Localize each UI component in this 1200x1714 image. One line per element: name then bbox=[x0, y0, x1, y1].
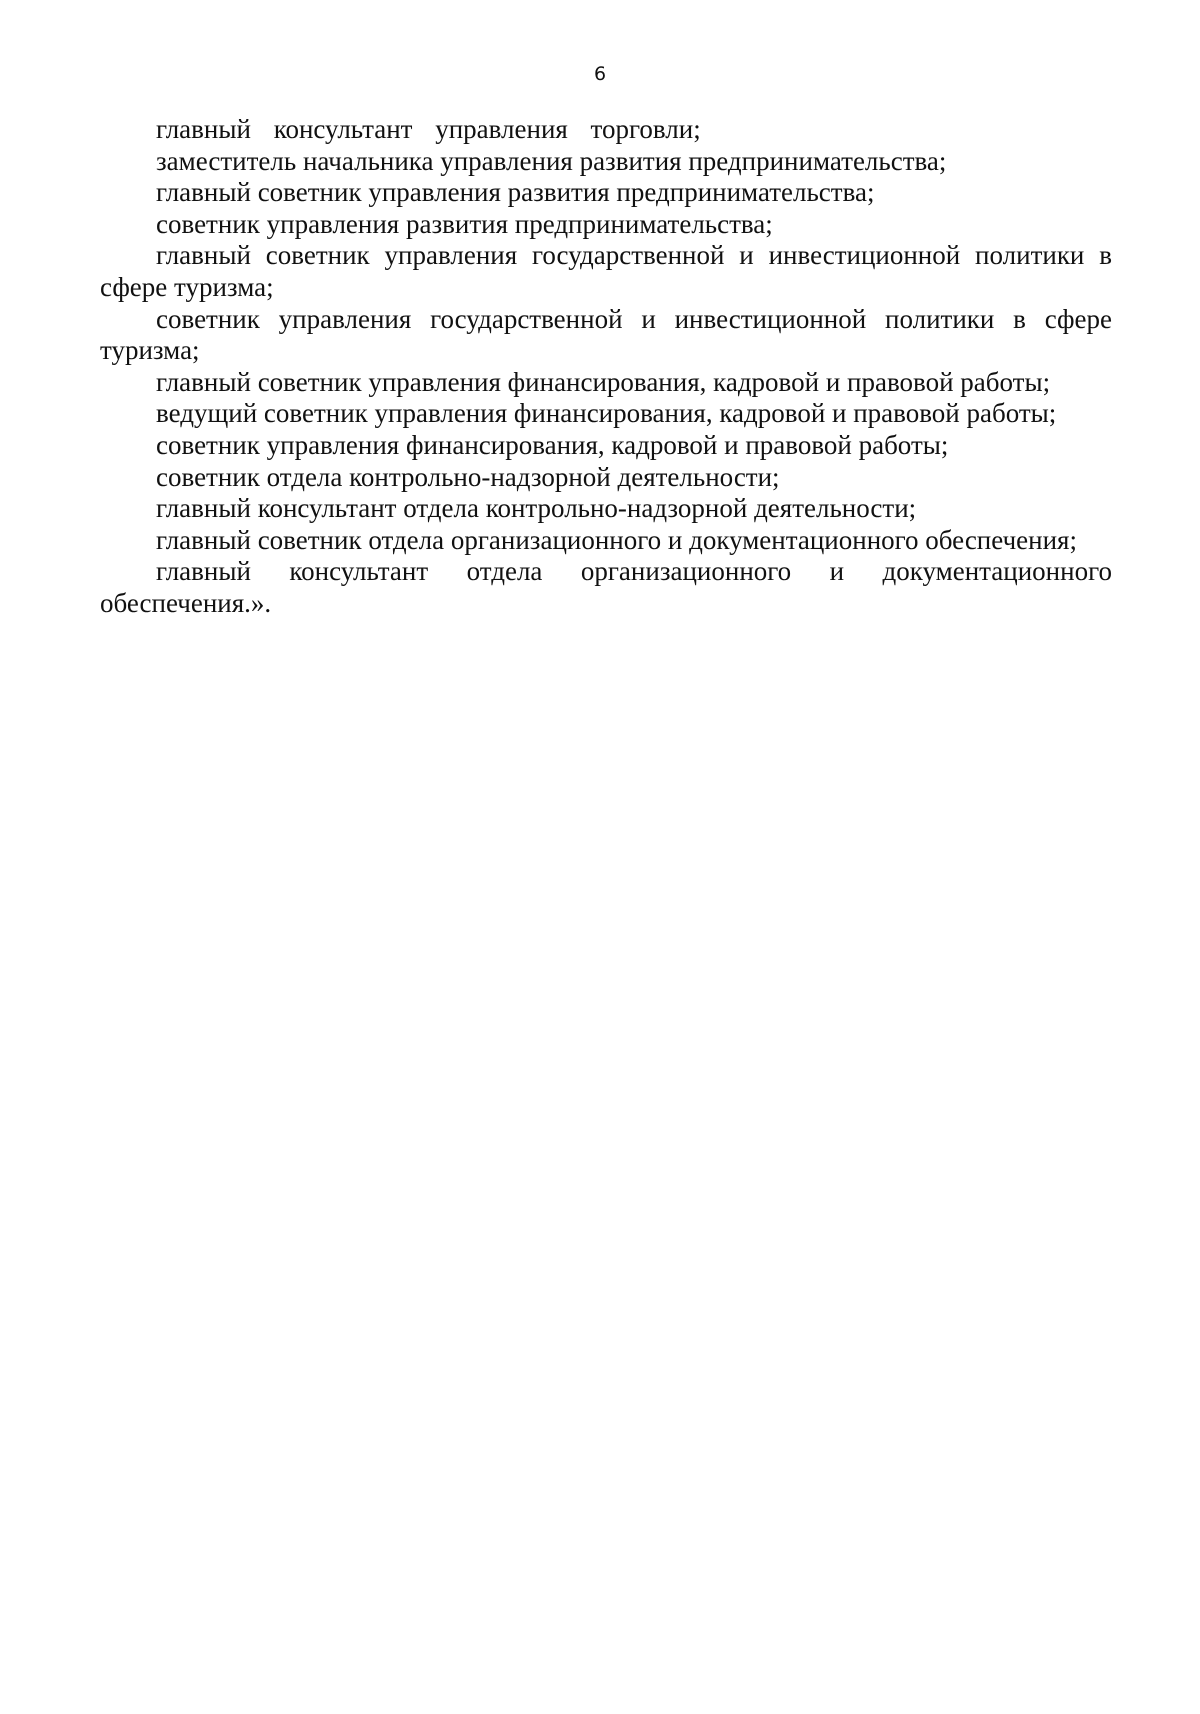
list-item: советник отдела контрольно-надзорной деятельности; bbox=[156, 461, 780, 492]
list-item: советник управления государственной и инвестиционной политики в сфере туризма; bbox=[100, 303, 1112, 366]
document-body bbox=[100, 114, 1112, 620]
list-item: советник управления финансирования, кадровой и правовой работы; bbox=[156, 429, 949, 460]
list-item: главный советник управления развития предпринимательства; bbox=[156, 177, 875, 208]
list-item: советник управления развития предпринимательства; bbox=[156, 208, 773, 239]
list-item: главный консультант управления торговли; bbox=[156, 114, 701, 144]
list-item: главный советник отдела организационного и документационного обеспечения; bbox=[156, 524, 1077, 555]
list-item: главный советник управления финансирования, кадровой и правовой работы; bbox=[156, 366, 1051, 397]
list-item: заместитель начальника управления развития предпринимательства; bbox=[156, 145, 947, 176]
list-item: главный консультант отдела контрольно-надзорной деятельности; bbox=[156, 493, 917, 524]
list-item: главный консультант отдела организационного и документационного обеспечения.». bbox=[100, 556, 1112, 618]
list-item: ведущий советник управления финансирования, кадровой и правовой работы; bbox=[156, 398, 1057, 429]
page-number: 6 bbox=[593, 63, 607, 85]
list-item: главный советник управления государственной и инвестиционной политики в сфере туризма; bbox=[100, 240, 1112, 302]
